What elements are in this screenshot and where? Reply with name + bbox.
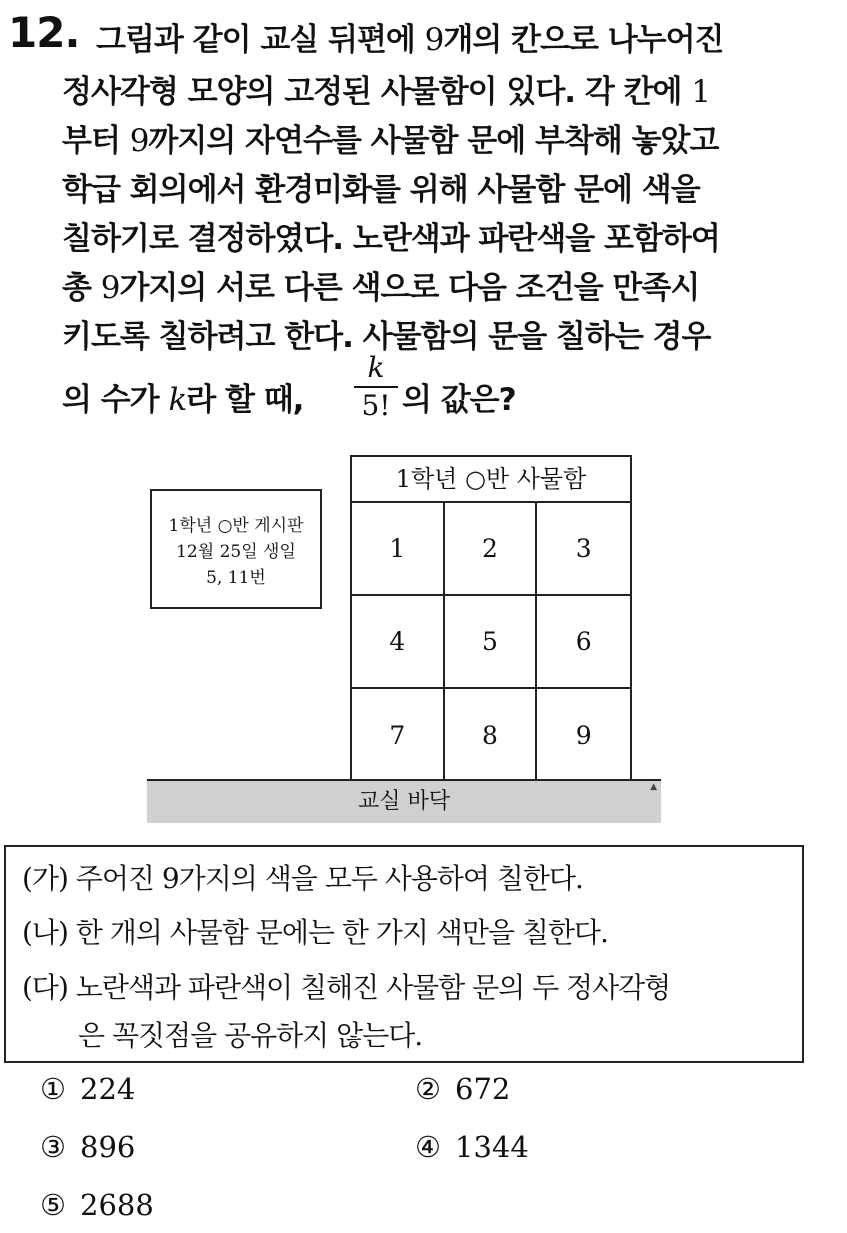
triangle-mark-icon: ▲ [650, 782, 657, 792]
question-line-8-tail: 의 값은? [402, 382, 516, 418]
variable-k: k [168, 382, 187, 418]
fraction-numerator: k [367, 351, 385, 384]
question-line-5: 칠하기로 결정하였다. 노란색과 파란색을 포함하여 [62, 221, 720, 257]
condition-text: 주어진 9가지의 색을 모두 사용하여 칠한다. [67, 862, 583, 895]
locker-door-3: 3 [537, 503, 630, 596]
question-line-2 [62, 66, 710, 111]
choice-3[interactable] [40, 1130, 135, 1164]
choice-mark: ① [40, 1072, 66, 1106]
choice-value: 1344 [455, 1130, 529, 1164]
locker-title: 1학년 ○반 사물함 [352, 457, 630, 503]
conditions-box [4, 845, 804, 1063]
locker-door-4: 4 [352, 596, 445, 689]
choice-value: 224 [80, 1072, 136, 1106]
question-text: 부터 [62, 123, 130, 159]
classroom-floor [147, 779, 661, 823]
choice-mark: ④ [415, 1130, 441, 1164]
locker-door-8: 8 [445, 689, 538, 782]
locker-door-7: 7 [352, 689, 445, 782]
question-text: 그림과 같이 교실 뒤편에 [96, 22, 425, 58]
question-number-inline: 9 [100, 270, 120, 306]
choice-4[interactable] [415, 1130, 529, 1164]
question-text: 라 할 때, [186, 382, 304, 418]
choice-value: 896 [80, 1130, 136, 1164]
question-number: 12. [8, 8, 80, 57]
board-line: 5, 11번 [206, 568, 266, 588]
bulletin-board [150, 489, 322, 609]
choice-value: 672 [455, 1072, 511, 1106]
question-number-inline: 1 [691, 74, 711, 110]
fraction-bar [354, 386, 398, 388]
question-line-6 [62, 262, 699, 307]
condition-da-continuation: 은 꼭짓점을 공유하지 않는다. [78, 1019, 423, 1052]
locker-door-9: 9 [575, 721, 592, 750]
condition-text: 한 개의 사물함 문에는 한 가지 색만을 칠한다. [67, 916, 608, 949]
choice-mark: ③ [40, 1130, 66, 1164]
locker-door-6: 6 [537, 596, 630, 689]
question-text: 정사각형 모양의 고정된 사물함이 있다. 각 칸에 [62, 74, 692, 110]
question-line-8 [62, 374, 303, 419]
choice-2[interactable] [415, 1072, 510, 1106]
choice-5[interactable] [40, 1188, 154, 1222]
choice-mark: ⑤ [40, 1188, 66, 1222]
choice-value: 2688 [80, 1188, 154, 1222]
question-text: 가지의 서로 다른 색으로 다음 조건을 만족시 [119, 270, 700, 306]
question-line-4: 학급 회의에서 환경미화를 위해 사물함 문에 색을 [62, 172, 700, 208]
condition-text: 노란색과 파란색이 칠해진 사물함 문의 두 정사각형 [67, 971, 671, 1004]
condition-na [22, 911, 608, 951]
fraction-denominator: 5! [361, 389, 391, 422]
question-line-3 [62, 115, 718, 160]
question-text: 까지의 자연수를 사물함 문에 부착해 놓았고 [148, 123, 719, 159]
board-line: 1학년 ○반 게시판 [168, 516, 304, 536]
condition-label: (가) [22, 862, 68, 895]
choice-mark: ② [415, 1072, 441, 1106]
question-text: 총 [62, 270, 101, 306]
locker-door-2: 2 [445, 503, 538, 596]
floor-label: 교실 바닥 [357, 789, 450, 814]
choice-1[interactable] [40, 1072, 135, 1106]
condition-da [22, 966, 670, 1006]
locker-door-5: 5 [445, 596, 538, 689]
locker-door-1: 1 [352, 503, 445, 596]
condition-ga [22, 857, 583, 897]
question-text: 개의 칸으로 나누어진 [443, 22, 724, 58]
locker-grid [352, 503, 630, 782]
condition-label: (다) [22, 971, 68, 1004]
condition-label: (나) [22, 916, 68, 949]
locker-cabinet [350, 455, 632, 781]
question-line-1 [96, 14, 723, 59]
question-line-7: 키도록 칠하려고 한다. 사물함의 문을 칠하는 경우 [62, 319, 711, 355]
board-line: 12월 25일 생일 [176, 542, 296, 562]
question-text: 의 수가 [62, 382, 169, 418]
fraction-k-over-5-factorial [352, 352, 400, 422]
question-number-inline: 9 [424, 22, 444, 58]
question-number-inline: 9 [129, 123, 149, 159]
